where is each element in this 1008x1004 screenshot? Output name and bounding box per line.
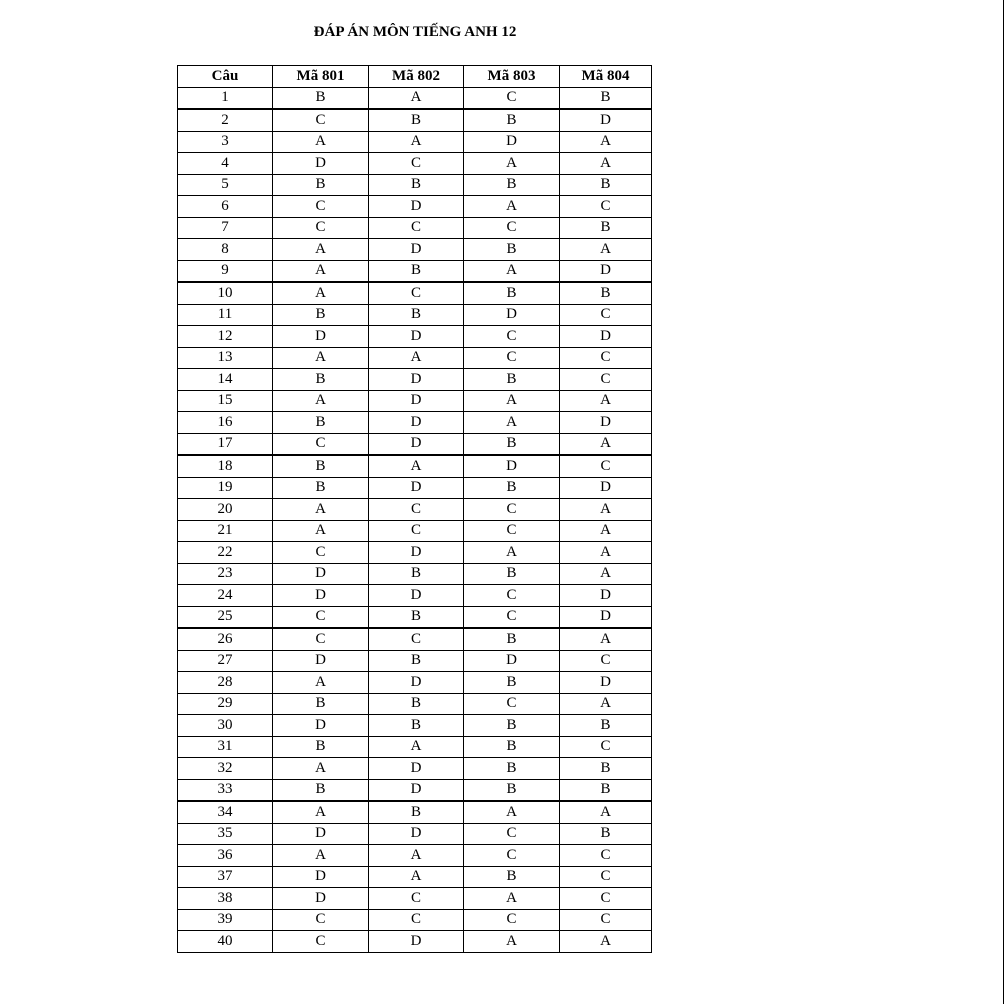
table-row <box>178 260 652 282</box>
cell-answer-804: D <box>560 260 652 282</box>
table-row <box>178 520 652 542</box>
cell-answer-804: A <box>560 499 652 521</box>
cell-answer-802: D <box>369 196 464 218</box>
cell-answer-804: A <box>560 693 652 715</box>
table-row <box>178 131 652 153</box>
cell-answer-803: B <box>464 715 560 737</box>
cell-question-number: 25 <box>178 606 273 628</box>
cell-answer-801: B <box>273 693 369 715</box>
table-row <box>178 693 652 715</box>
cell-answer-804: C <box>560 888 652 910</box>
table-row <box>178 109 652 131</box>
cell-answer-801: D <box>273 888 369 910</box>
cell-answer-804: A <box>560 131 652 153</box>
cell-answer-801: A <box>273 845 369 867</box>
cell-question-number: 24 <box>178 585 273 607</box>
cell-answer-802: C <box>369 520 464 542</box>
cell-answer-802: B <box>369 304 464 326</box>
cell-answer-804: A <box>560 390 652 412</box>
header-code-803: Mã 803 <box>464 66 560 88</box>
cell-answer-802: B <box>369 563 464 585</box>
cell-question-number: 9 <box>178 260 273 282</box>
header-code-804: Mã 804 <box>560 66 652 88</box>
cell-answer-804: B <box>560 217 652 239</box>
cell-answer-801: A <box>273 672 369 694</box>
cell-answer-804: D <box>560 672 652 694</box>
table-row <box>178 606 652 628</box>
cell-question-number: 11 <box>178 304 273 326</box>
cell-answer-802: A <box>369 845 464 867</box>
cell-question-number: 4 <box>178 153 273 175</box>
cell-answer-804: A <box>560 520 652 542</box>
table-row <box>178 823 652 845</box>
cell-answer-802: C <box>369 499 464 521</box>
cell-answer-802: D <box>369 433 464 455</box>
cell-question-number: 26 <box>178 628 273 650</box>
table-row <box>178 758 652 780</box>
cell-answer-801: A <box>273 499 369 521</box>
cell-answer-802: D <box>369 823 464 845</box>
cell-answer-802: B <box>369 260 464 282</box>
cell-answer-801: B <box>273 304 369 326</box>
cell-answer-803: C <box>464 693 560 715</box>
table-row <box>178 888 652 910</box>
cell-question-number: 10 <box>178 282 273 304</box>
cell-answer-801: B <box>273 412 369 434</box>
table-row <box>178 845 652 867</box>
cell-answer-801: B <box>273 174 369 196</box>
cell-question-number: 22 <box>178 542 273 564</box>
cell-answer-804: B <box>560 174 652 196</box>
table-row <box>178 866 652 888</box>
cell-answer-802: A <box>369 131 464 153</box>
cell-answer-802: B <box>369 693 464 715</box>
cell-answer-803: A <box>464 153 560 175</box>
cell-answer-803: A <box>464 931 560 953</box>
cell-answer-801: C <box>273 217 369 239</box>
cell-answer-803: A <box>464 542 560 564</box>
cell-answer-801: A <box>273 801 369 823</box>
cell-answer-803: B <box>464 736 560 758</box>
cell-answer-801: D <box>273 823 369 845</box>
cell-question-number: 30 <box>178 715 273 737</box>
cell-answer-803: D <box>464 650 560 672</box>
cell-answer-803: C <box>464 606 560 628</box>
table-row <box>178 736 652 758</box>
cell-answer-802: D <box>369 239 464 261</box>
cell-answer-804: C <box>560 650 652 672</box>
answer-rows <box>178 87 652 952</box>
table-row <box>178 585 652 607</box>
cell-answer-802: D <box>369 931 464 953</box>
cell-answer-801: A <box>273 758 369 780</box>
cell-answer-804: D <box>560 412 652 434</box>
table-row <box>178 542 652 564</box>
cell-answer-803: B <box>464 369 560 391</box>
table-row <box>178 304 652 326</box>
cell-answer-804: A <box>560 801 652 823</box>
cell-question-number: 6 <box>178 196 273 218</box>
cell-answer-802: B <box>369 801 464 823</box>
table-row <box>178 153 652 175</box>
cell-question-number: 35 <box>178 823 273 845</box>
cell-answer-801: D <box>273 650 369 672</box>
table-row <box>178 369 652 391</box>
cell-answer-803: C <box>464 499 560 521</box>
cell-answer-801: C <box>273 606 369 628</box>
cell-answer-802: B <box>369 109 464 131</box>
cell-question-number: 15 <box>178 390 273 412</box>
cell-answer-802: D <box>369 542 464 564</box>
cell-answer-802: B <box>369 715 464 737</box>
table-header-row <box>178 66 652 88</box>
cell-answer-804: D <box>560 477 652 499</box>
cell-question-number: 2 <box>178 109 273 131</box>
cell-question-number: 16 <box>178 412 273 434</box>
cell-answer-801: C <box>273 931 369 953</box>
table-row <box>178 347 652 369</box>
cell-answer-801: D <box>273 153 369 175</box>
cell-answer-801: D <box>273 585 369 607</box>
cell-answer-803: B <box>464 628 560 650</box>
cell-answer-803: A <box>464 390 560 412</box>
cell-answer-802: C <box>369 888 464 910</box>
cell-answer-804: A <box>560 563 652 585</box>
cell-question-number: 5 <box>178 174 273 196</box>
cell-answer-804: C <box>560 196 652 218</box>
cell-question-number: 38 <box>178 888 273 910</box>
cell-answer-803: B <box>464 282 560 304</box>
cell-answer-802: D <box>369 779 464 801</box>
table-row <box>178 909 652 931</box>
cell-answer-802: C <box>369 217 464 239</box>
cell-answer-802: D <box>369 326 464 348</box>
cell-answer-802: C <box>369 153 464 175</box>
cell-answer-803: A <box>464 196 560 218</box>
cell-answer-802: D <box>369 477 464 499</box>
cell-answer-804: B <box>560 87 652 109</box>
cell-answer-804: B <box>560 715 652 737</box>
table-row <box>178 455 652 477</box>
cell-answer-802: D <box>369 585 464 607</box>
cell-answer-802: D <box>369 412 464 434</box>
cell-question-number: 27 <box>178 650 273 672</box>
cell-question-number: 32 <box>178 758 273 780</box>
cell-answer-803: B <box>464 109 560 131</box>
cell-question-number: 21 <box>178 520 273 542</box>
table-row <box>178 931 652 953</box>
cell-answer-803: D <box>464 455 560 477</box>
cell-question-number: 1 <box>178 87 273 109</box>
cell-answer-801: A <box>273 282 369 304</box>
cell-answer-804: C <box>560 736 652 758</box>
cell-answer-802: A <box>369 866 464 888</box>
cell-question-number: 34 <box>178 801 273 823</box>
table-row <box>178 174 652 196</box>
table-row <box>178 801 652 823</box>
cell-answer-801: A <box>273 520 369 542</box>
cell-answer-804: C <box>560 909 652 931</box>
cell-answer-801: A <box>273 239 369 261</box>
cell-answer-804: A <box>560 931 652 953</box>
table-row <box>178 412 652 434</box>
cell-question-number: 33 <box>178 779 273 801</box>
answer-key-table <box>177 65 652 953</box>
cell-answer-801: C <box>273 109 369 131</box>
cell-answer-804: D <box>560 326 652 348</box>
cell-answer-804: B <box>560 823 652 845</box>
cell-answer-804: A <box>560 542 652 564</box>
cell-question-number: 28 <box>178 672 273 694</box>
cell-answer-803: D <box>464 131 560 153</box>
table-row <box>178 715 652 737</box>
cell-answer-802: D <box>369 758 464 780</box>
cell-answer-803: A <box>464 260 560 282</box>
cell-answer-803: A <box>464 801 560 823</box>
cell-answer-802: B <box>369 606 464 628</box>
cell-answer-804: B <box>560 758 652 780</box>
table-row <box>178 650 652 672</box>
cell-answer-803: D <box>464 304 560 326</box>
cell-answer-804: A <box>560 239 652 261</box>
header-code-802: Mã 802 <box>369 66 464 88</box>
cell-answer-801: B <box>273 455 369 477</box>
cell-answer-803: C <box>464 909 560 931</box>
cell-answer-803: B <box>464 758 560 780</box>
cell-answer-804: A <box>560 433 652 455</box>
cell-answer-802: B <box>369 174 464 196</box>
cell-answer-804: D <box>560 606 652 628</box>
cell-question-number: 18 <box>178 455 273 477</box>
cell-answer-804: A <box>560 153 652 175</box>
cell-answer-801: D <box>273 563 369 585</box>
table-row <box>178 433 652 455</box>
cell-answer-804: B <box>560 282 652 304</box>
cell-question-number: 39 <box>178 909 273 931</box>
cell-answer-803: C <box>464 845 560 867</box>
cell-answer-802: C <box>369 909 464 931</box>
table-row <box>178 217 652 239</box>
cell-answer-802: A <box>369 87 464 109</box>
cell-answer-804: B <box>560 779 652 801</box>
cell-answer-803: A <box>464 888 560 910</box>
cell-answer-803: B <box>464 239 560 261</box>
cell-answer-801: D <box>273 866 369 888</box>
cell-answer-803: B <box>464 433 560 455</box>
table-row <box>178 282 652 304</box>
cell-answer-801: D <box>273 326 369 348</box>
header-question: Câu <box>178 66 273 88</box>
header-code-801: Mã 801 <box>273 66 369 88</box>
cell-answer-802: A <box>369 455 464 477</box>
cell-answer-804: C <box>560 455 652 477</box>
cell-answer-801: C <box>273 196 369 218</box>
cell-question-number: 14 <box>178 369 273 391</box>
cell-answer-804: C <box>560 347 652 369</box>
cell-answer-803: C <box>464 347 560 369</box>
cell-answer-803: B <box>464 477 560 499</box>
table-row <box>178 672 652 694</box>
cell-answer-801: C <box>273 909 369 931</box>
cell-question-number: 40 <box>178 931 273 953</box>
cell-answer-801: B <box>273 87 369 109</box>
cell-answer-803: C <box>464 823 560 845</box>
cell-answer-803: B <box>464 779 560 801</box>
cell-answer-803: B <box>464 866 560 888</box>
table-row <box>178 779 652 801</box>
cell-answer-803: C <box>464 87 560 109</box>
cell-question-number: 29 <box>178 693 273 715</box>
cell-answer-804: D <box>560 109 652 131</box>
cell-answer-803: C <box>464 326 560 348</box>
cell-question-number: 23 <box>178 563 273 585</box>
cell-answer-801: B <box>273 477 369 499</box>
cell-question-number: 8 <box>178 239 273 261</box>
cell-question-number: 13 <box>178 347 273 369</box>
cell-answer-804: C <box>560 369 652 391</box>
cell-answer-801: B <box>273 736 369 758</box>
cell-answer-803: A <box>464 412 560 434</box>
cell-answer-803: B <box>464 672 560 694</box>
table-row <box>178 563 652 585</box>
cell-answer-802: D <box>369 672 464 694</box>
cell-answer-802: D <box>369 369 464 391</box>
cell-answer-801: B <box>273 369 369 391</box>
table-row <box>178 499 652 521</box>
cell-answer-804: D <box>560 585 652 607</box>
cell-answer-802: C <box>369 628 464 650</box>
cell-answer-802: C <box>369 282 464 304</box>
cell-question-number: 36 <box>178 845 273 867</box>
cell-answer-801: B <box>273 779 369 801</box>
cell-answer-803: C <box>464 520 560 542</box>
cell-answer-801: A <box>273 347 369 369</box>
cell-question-number: 3 <box>178 131 273 153</box>
cell-answer-801: C <box>273 433 369 455</box>
cell-answer-803: B <box>464 174 560 196</box>
cell-answer-804: A <box>560 628 652 650</box>
table-row <box>178 628 652 650</box>
cell-question-number: 12 <box>178 326 273 348</box>
cell-answer-801: A <box>273 260 369 282</box>
cell-answer-802: A <box>369 736 464 758</box>
cell-answer-803: C <box>464 217 560 239</box>
cell-answer-802: B <box>369 650 464 672</box>
table-row <box>178 87 652 109</box>
cell-answer-802: A <box>369 347 464 369</box>
cell-answer-801: C <box>273 628 369 650</box>
cell-answer-804: C <box>560 866 652 888</box>
table-row <box>178 477 652 499</box>
cell-answer-804: C <box>560 845 652 867</box>
cell-answer-801: A <box>273 131 369 153</box>
table-row <box>178 239 652 261</box>
cell-answer-801: A <box>273 390 369 412</box>
cell-question-number: 31 <box>178 736 273 758</box>
cell-answer-803: C <box>464 585 560 607</box>
table-row <box>178 326 652 348</box>
cell-question-number: 20 <box>178 499 273 521</box>
cell-answer-801: C <box>273 542 369 564</box>
cell-answer-804: C <box>560 304 652 326</box>
cell-question-number: 19 <box>178 477 273 499</box>
table-row <box>178 196 652 218</box>
cell-question-number: 7 <box>178 217 273 239</box>
document-title: ĐÁP ÁN MÔN TIẾNG ANH 12 <box>313 24 517 40</box>
cell-answer-803: B <box>464 563 560 585</box>
cell-question-number: 37 <box>178 866 273 888</box>
page-right-border <box>1003 0 1004 1004</box>
table-row <box>178 390 652 412</box>
cell-question-number: 17 <box>178 433 273 455</box>
cell-answer-801: D <box>273 715 369 737</box>
cell-answer-802: D <box>369 390 464 412</box>
